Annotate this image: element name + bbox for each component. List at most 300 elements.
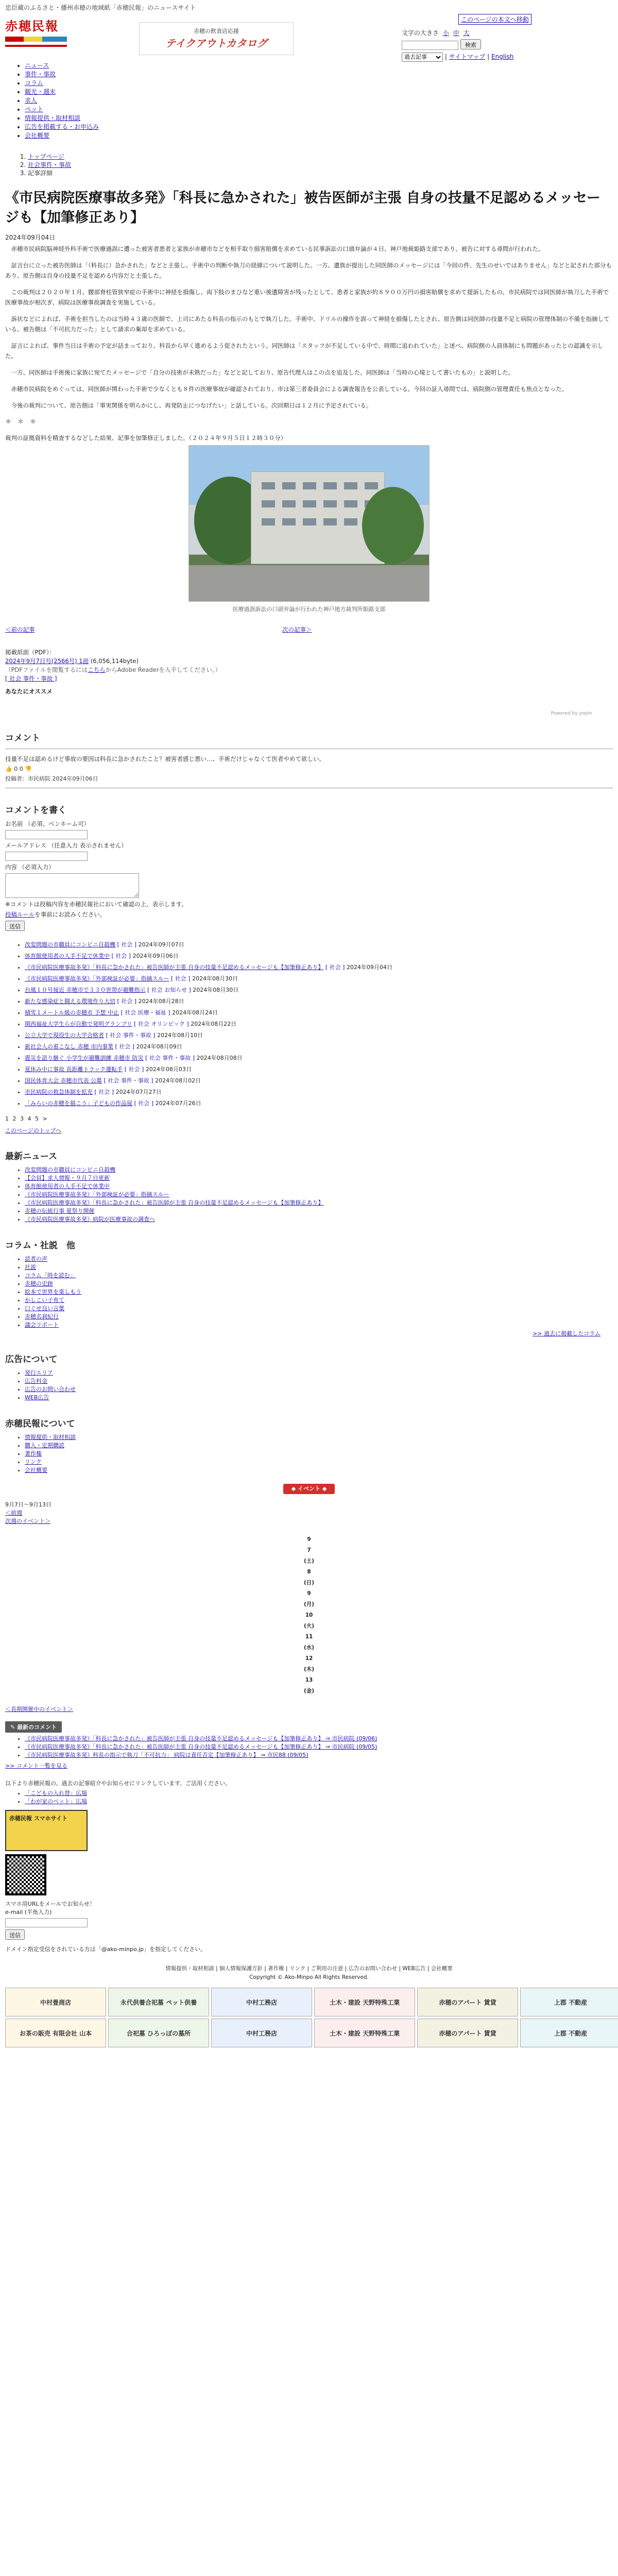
- mobile-site-label: 赤穂民報 スマホサイト: [9, 1815, 67, 1822]
- latest-news-item: [25, 1199, 613, 1207]
- latest-news-link[interactable]: 《市民病院医療事故多発》「科長に急かされた」被告医師が主張 自身の技量不足認めるメッセージも【加筆修正あり】: [25, 1199, 324, 1206]
- related-article-category-text: 社会: [175, 975, 186, 982]
- font-size-control: [402, 28, 536, 37]
- site-map-link[interactable]: サイトマップ: [449, 53, 486, 60]
- font-medium-button[interactable]: 中: [453, 29, 459, 37]
- name-label: お名前 （必須、ペンネーム可）: [5, 820, 90, 827]
- comment-votes: [5, 766, 613, 772]
- related-article-category-text: 社会 事件・事故: [149, 1055, 191, 1061]
- calendar-day[interactable]: 13: [305, 1677, 313, 1683]
- related-article-link[interactable]: 新たな感染症と闘える環境作り大切: [25, 998, 115, 1005]
- nav-item: [25, 88, 613, 96]
- ad-banner[interactable]: 赤穂のアパート 賃貸: [417, 2019, 518, 2047]
- related-article-date: 2024年08月09日: [136, 1043, 182, 1050]
- latest-news-link[interactable]: 体育館使用者の人手不足で休業中: [25, 1183, 110, 1190]
- related-article-link[interactable]: 改変問題の市職員にコンビニ自殺機: [25, 941, 115, 948]
- related-article-category-text: 社会: [115, 953, 127, 959]
- latest-news-link[interactable]: 《市民病院医療事故多発》病院が医療事故の調査へ: [25, 1216, 155, 1223]
- related-article-date: 2024年08月30日: [193, 987, 239, 993]
- calendar-day[interactable]: 8: [307, 1569, 311, 1575]
- form-note-2-text: を事前にお読みください。: [35, 911, 106, 918]
- latest-news-item: [25, 1215, 613, 1224]
- skip-to-content-link[interactable]: このページの本文へ移動: [458, 14, 531, 25]
- ads-about-link[interactable]: 広告料金: [25, 1378, 47, 1384]
- prev-week-link[interactable]: ＜前週: [5, 1510, 22, 1516]
- calendar-icon: ◆: [322, 1485, 327, 1492]
- mobile-email-field[interactable]: [5, 1918, 88, 1927]
- nav-item: [25, 105, 613, 114]
- about-heading: 赤穂民報について: [5, 1419, 75, 1429]
- article-pager: [5, 625, 613, 635]
- body-label: 内容 （必須入力）: [5, 863, 55, 871]
- related-article-link[interactable]: 「みらいの赤穂を描こう」子どもの作品展: [25, 1100, 132, 1107]
- event-banner-label: イベント: [298, 1485, 320, 1492]
- related-article-category-text: 社会: [121, 998, 133, 1005]
- column-link[interactable]: かしこい子育て: [25, 1297, 64, 1303]
- recent-comments-label-text: 最新のコメント: [17, 1724, 57, 1731]
- related-article-link[interactable]: 新社会人の着こなし 赤穂 市内事業: [25, 1043, 113, 1050]
- column-item: [25, 1288, 613, 1296]
- about-item: [25, 1433, 613, 1442]
- related-article-category-text: 社会: [98, 1089, 110, 1095]
- related-article-category[interactable]: [ 社会 ]: [132, 1100, 156, 1107]
- calendar-day[interactable]: 10: [305, 1612, 313, 1618]
- ads-about-link[interactable]: WEB広告: [25, 1394, 49, 1401]
- breadcrumb-category[interactable]: 社会事件・事故: [28, 161, 72, 168]
- ad-banner[interactable]: 土木・建設 天野特殊工業: [314, 2019, 415, 2047]
- mobile-submit-button[interactable]: 送信: [5, 1929, 25, 1940]
- ad-banner[interactable]: 中村工務店: [211, 1988, 312, 2016]
- comment-body: 技量不足は認めるけど事故の要因は科長に急かされたこと？被害者感じ悪い…、手術だけじゃなくて医者やめて欲しい。: [5, 755, 325, 762]
- mail-field[interactable]: [5, 852, 88, 861]
- related-article-category-text: 社会 事件・事故: [108, 1077, 149, 1084]
- column-list: [19, 1255, 613, 1329]
- vote-counts: 0 0: [14, 766, 23, 772]
- recent-comments-list: [19, 1735, 613, 1759]
- column-link[interactable]: 読者の声: [25, 1256, 47, 1262]
- column-item: [25, 1255, 613, 1263]
- about-list: [19, 1433, 613, 1475]
- related-article-item: [25, 985, 613, 996]
- nav-item: [25, 79, 613, 88]
- ad-banner[interactable]: 中村畳商店: [5, 1988, 106, 2016]
- column-link[interactable]: 社説: [25, 1264, 36, 1270]
- article-title: 《市民病院医療事故多発》「科長に急かされた」被告医師が主張 自身の技量不足認めるメッセージも【加筆修正あり】: [5, 190, 600, 226]
- feed-link[interactable]: 「わが家のペット」広場: [25, 1798, 87, 1805]
- related-article-item: [25, 1007, 613, 1019]
- related-article-link[interactable]: 震災を語り継ぐ 小学生が避難訓練 赤穂市 防災: [25, 1055, 144, 1061]
- related-articles: [19, 939, 613, 1109]
- latest-news-heading: 最新ニュース: [5, 1151, 58, 1162]
- latest-news-item: [25, 1207, 613, 1215]
- mobile-site-box[interactable]: [5, 1810, 88, 1851]
- article-paragraph: 今後の裁判について、原告側は「事実関係を明らかにし、再発防止につなげたい」と話している。次回期日は１２月に予定されている。: [11, 402, 372, 409]
- related-article-item: [25, 1098, 613, 1109]
- related-article-item: [25, 939, 613, 951]
- related-article-category[interactable]: [ 社会 ]: [115, 941, 139, 948]
- prev-article-link[interactable]: ＜前の記事: [5, 626, 35, 633]
- related-article-category-text: 社会 事件・事故: [110, 1032, 151, 1039]
- calendar-day[interactable]: 9: [307, 1590, 311, 1597]
- photo-tree-right: [362, 487, 424, 564]
- nav-item: [25, 123, 613, 131]
- takeout-banner[interactable]: [139, 22, 294, 55]
- recent-comment-item: [25, 1743, 613, 1751]
- form-note-2: [5, 910, 613, 919]
- category-link[interactable]: [ 社会 事件・事故 ]: [5, 675, 57, 682]
- mail-label: メールアドレス （任意入力 表示されません）: [5, 842, 127, 849]
- related-article-category[interactable]: [ 社会 ]: [169, 975, 193, 982]
- ad-row: [5, 1988, 618, 2016]
- related-article-category-text: 社会: [128, 1066, 140, 1073]
- pdf-info: [5, 648, 613, 683]
- search-input[interactable]: [402, 41, 458, 50]
- ads-about-item: [25, 1377, 613, 1385]
- article-date: 2024年09月04日: [5, 234, 56, 241]
- column-item: [25, 1296, 613, 1304]
- header: [5, 12, 613, 59]
- about-link[interactable]: 著作権: [25, 1450, 42, 1457]
- related-article-item: [25, 1041, 613, 1053]
- calendar-day[interactable]: (水): [303, 1645, 315, 1651]
- article-paragraph: 一方、同医師は手術後に家族に宛てたメッセージで「自分の技術が未熟だった」などと記しており、原告代理人はこの点を追及した。同医師は「当時の心境として書いたもの」と説明した。: [11, 369, 514, 376]
- related-article-category[interactable]: [ 社会 事件・事故 ]: [102, 1077, 156, 1084]
- nav-tips[interactable]: 情報提供・取材相談: [25, 114, 81, 122]
- form-note-1: ※コメントは投稿内容を赤穂民報社において確認の上、表示します。: [5, 901, 187, 908]
- calendar-day[interactable]: (土): [303, 1558, 315, 1564]
- latest-news-list: [19, 1166, 613, 1224]
- related-article-category-text: 社会: [138, 1100, 150, 1107]
- about-link[interactable]: 情報提供・取材相談: [25, 1434, 76, 1440]
- banner-big-text: テイクアウトカタログ: [165, 37, 267, 49]
- related-article-category[interactable]: [ 社会 医療・福祉 ]: [119, 1009, 173, 1016]
- font-small-button[interactable]: 小: [442, 29, 449, 37]
- related-article-link[interactable]: 国民体育大会 赤穂市代表 公募: [25, 1077, 102, 1084]
- latest-news-link[interactable]: 《市民病院医療事故多発》「外部検証が必要」指摘スルー: [25, 1191, 169, 1198]
- utility-box: [402, 16, 536, 62]
- about-link[interactable]: 会社概要: [25, 1467, 47, 1473]
- banner-small-text: 赤穂の飲食店応援: [194, 28, 239, 35]
- ads-about-item: [25, 1369, 613, 1377]
- nav-column[interactable]: コラム: [25, 79, 43, 87]
- about-link[interactable]: 購入・定期購読: [25, 1442, 64, 1449]
- pagination[interactable]: 1 2 3 4 5 >: [5, 1115, 48, 1122]
- nav-pets[interactable]: ペット: [25, 106, 44, 113]
- related-article-category-text: 社会: [329, 964, 341, 971]
- column-link[interactable]: 赤穂名刹紀行: [25, 1313, 59, 1320]
- column-item: [25, 1280, 613, 1288]
- latest-news-link[interactable]: 赤穂の伝統行事 夏祭り開催: [25, 1208, 95, 1214]
- column-link[interactable]: 絵本で世界を楽しもう: [25, 1289, 81, 1295]
- next-article-link[interactable]: 次の記事＞: [282, 626, 312, 633]
- ad-banner[interactable]: 中村工務店: [211, 2019, 312, 2047]
- article-paragraph: 赤穂市民病院脳神経外科手術で医療過誤に遭った被害者患者と家族が赤穂市などを相手取り損害賠償を求めている民事訴訟の口頭弁論が４日、神戸地裁姫路支部であり、被告に対する尋問が行われた。: [11, 245, 544, 252]
- related-article-category[interactable]: [ 社会 事件・事故 ]: [104, 1032, 158, 1039]
- calendar-day[interactable]: 12: [305, 1655, 313, 1662]
- comment-icon: ✎: [10, 1724, 15, 1731]
- past-columns-link[interactable]: >> 過去に掲載したコラム: [533, 1330, 600, 1337]
- related-article-item: [25, 951, 613, 962]
- search-button[interactable]: 検索: [460, 39, 481, 49]
- latest-news-item: [25, 1166, 613, 1174]
- article-category: [5, 674, 613, 683]
- long-term-events-link[interactable]: ＜長期開催中のイベント＞: [5, 1706, 73, 1713]
- ad-banner[interactable]: 上郡 不動産: [520, 1988, 618, 2016]
- related-article-category-text: 社会 お知らせ: [151, 987, 187, 993]
- related-article-item: [25, 1030, 613, 1041]
- related-article-category[interactable]: [ 社会 ]: [93, 1089, 116, 1095]
- pdf-note: [5, 666, 613, 674]
- pdf-note-after: からAdobe Readerを入手してください。）: [105, 666, 221, 673]
- related-article-category[interactable]: [ 社会 ]: [113, 1043, 136, 1050]
- related-article-link[interactable]: 夏休み中に事故 長距離トラック運転手: [25, 1066, 123, 1073]
- search-row: [402, 39, 536, 50]
- recent-comment-link[interactable]: 《市民病院医療事故多発》「科長に急かされた」被告医師が主張 自身の技量不足認めるメッセージも【加筆修正あり】 ⇒ 市民病院 (09/06): [25, 1735, 377, 1742]
- about-item: [25, 1450, 613, 1458]
- site-logo[interactable]: [5, 16, 67, 47]
- related-article-item: [25, 1087, 613, 1098]
- ad-grid: [5, 1988, 618, 2047]
- ad-banner[interactable]: 合祀墓 ひろっぽの墓所: [108, 2019, 209, 2047]
- related-article-category[interactable]: [ 社会 ]: [110, 953, 133, 959]
- qr-code: [5, 1854, 46, 1895]
- related-article-item: [25, 1019, 613, 1030]
- nav-incidents[interactable]: 事件・事故: [25, 71, 56, 78]
- column-item: [25, 1263, 613, 1272]
- ad-banner[interactable]: 土木・建設 天野特殊工業: [314, 1988, 415, 2016]
- comment-heading: コメント: [5, 733, 40, 743]
- recent-comment-item: [25, 1735, 613, 1743]
- latest-news-item: [25, 1182, 613, 1191]
- related-article-link[interactable]: 公立大学で現役生の大学合格者: [25, 1032, 104, 1039]
- ad-banner[interactable]: 赤穂のアパート 賃貸: [417, 1988, 518, 2016]
- breadcrumb-current: 記事詳細: [28, 170, 53, 177]
- column-item: [25, 1304, 613, 1313]
- column-item: [25, 1272, 613, 1280]
- event-calendar-banner[interactable]: [283, 1484, 335, 1494]
- related-article-date: 2024年08月30日: [192, 975, 238, 982]
- related-article-item: [25, 973, 613, 985]
- recent-comment-link[interactable]: 《市民病院医療事故多発》科長の指示で執刀「不可抗力」 病院は責任否定【加筆修正あり】 ⇒ 市民88 (09/05): [25, 1752, 308, 1758]
- related-article-category-text: 社会 オリンピック: [138, 1021, 185, 1027]
- ads-about-link[interactable]: 広告のお問い合わせ: [25, 1386, 76, 1393]
- powered-by: Powered by popIn: [551, 711, 592, 716]
- nav-tourism[interactable]: 観光・週末: [25, 88, 56, 95]
- related-article-link[interactable]: 台風１０号接近 赤穂市で３３０世帯が避難指示: [25, 987, 146, 993]
- pdf-link[interactable]: 2024年9月7日号(2566号) 1面: [5, 657, 89, 665]
- about-item: [25, 1466, 613, 1475]
- related-article-date: 2024年08月22日: [191, 1021, 237, 1027]
- nav-item: [25, 70, 613, 79]
- archive-row: 過去記事 | サイトマップ | English: [402, 52, 536, 62]
- name-field[interactable]: [5, 830, 88, 839]
- ads-about-heading: 広告について: [5, 1354, 58, 1365]
- article-photo: [188, 445, 430, 602]
- article-paragraph: この裁判は２０２０年１月、腰部脊柱管狭窄症の手術中に神経を損傷し、両下肢のまひなど重い後遺障害が残ったとして、患者と家族が約８９００万円の損害賠償を求めて提訴したもの。市民病院では同医師が執刀した手術で医療事故が相次ぎ、病院は医療事故調査を実施している。: [5, 289, 609, 306]
- related-article-link[interactable]: 《市民病院医療事故多発》「外部検証が必要」指摘スルー: [25, 975, 169, 982]
- related-article-category-text: 社会 医療・福祉: [125, 1009, 166, 1016]
- related-article-category[interactable]: [ 社会 ]: [115, 998, 139, 1005]
- related-article-date: 2024年08月28日: [138, 998, 184, 1005]
- calendar-day[interactable]: (火): [303, 1623, 315, 1629]
- email-label: e-mail (半角入力): [5, 1909, 52, 1916]
- related-article-link[interactable]: 市民病院の救急体制を拡充: [25, 1089, 93, 1095]
- adobe-link[interactable]: こちら: [88, 666, 106, 673]
- pdf-size: (6,056,114byte): [90, 657, 139, 665]
- related-article-link[interactable]: 体育館使用者の人手不足で休業中: [25, 953, 110, 959]
- ad-banner[interactable]: 永代供養合祀墓 ペット供養: [108, 1988, 209, 2016]
- nav-jobs[interactable]: 求人: [25, 97, 38, 104]
- pdf-note-before: （PDFファイルを閲覧するには: [5, 666, 88, 673]
- related-article-category[interactable]: [ 社会 事件・事故 ]: [143, 1055, 197, 1061]
- related-article-date: 2024年08月24日: [172, 1009, 218, 1016]
- latest-news-item: [25, 1191, 613, 1199]
- related-article-date: 2024年08月10日: [157, 1032, 203, 1039]
- about-item: [25, 1442, 613, 1450]
- breadcrumb-top[interactable]: トップページ: [28, 153, 64, 160]
- article-paragraph: 訴状などによれば、手術を担当したのは当時４３歳の医師で、上司にあたる科長の指示のもとで執刀した。手術中、ドリルの操作を誤って神経を損傷したとされ、原告側は同医師の技量不足と病院の管理体制の不備を指摘している。被告側は「不可抗力だった」として請求の棄却を求めている。: [5, 315, 610, 333]
- main-nav: [19, 61, 613, 140]
- nav-news[interactable]: ニュース: [25, 62, 49, 69]
- ad-banner[interactable]: 上郡 不動産: [520, 2019, 618, 2047]
- ads-about-item: [25, 1394, 613, 1402]
- ads-about-link[interactable]: 発行エリア: [25, 1369, 53, 1376]
- nav-item: [25, 131, 613, 140]
- article-paragraph: 証言台に立った被告医師は「（科長に）急かされた」などと主張し、手術中の判断や執刀の経緯について説明した。一方、遺族が提出した同医師のメッセージには「今回の件、先生のせいではありません」などと記された部分もあり、原告側は自身の技量不足を認める内容だと主張した。: [5, 262, 612, 279]
- font-large-button[interactable]: 大: [463, 29, 470, 37]
- calendar-day[interactable]: (木): [303, 1666, 315, 1672]
- about-item: [25, 1458, 613, 1466]
- related-article-item: [25, 996, 613, 1007]
- ads-about-list: [19, 1369, 613, 1402]
- photo-road: [189, 565, 429, 601]
- pdf-label: 掲載紙面（PDF）：: [5, 649, 56, 656]
- comment-list-link[interactable]: >> コメント一覧を見る: [5, 1762, 67, 1769]
- site-tagline: 忠臣蔵のふるさと・播州赤穂の地域紙「赤穂民報」のニュースサイト: [5, 4, 196, 11]
- recent-comments-label: [5, 1721, 62, 1733]
- copyright: Copyright © Ako-Minpo All Rights Reserved.: [249, 1974, 369, 1980]
- comment-submit-button[interactable]: 送信: [5, 921, 25, 931]
- nav-item: [25, 61, 613, 70]
- logo-text: 赤穂民報: [5, 19, 59, 33]
- section-separator: ＊＊＊: [5, 418, 43, 425]
- column-heading: コラム・社説 他: [5, 1241, 75, 1251]
- related-article-date: 2024年08月03日: [145, 1066, 192, 1073]
- pdf-line: [5, 657, 613, 666]
- latest-news-item: [25, 1174, 613, 1182]
- footer-links[interactable]: 情報提供・取材相談 | 個人情報保護方針 | 著作権 | リンク | ご利用の注意 | 広告のお問い合わせ | WEB広告 | 会社概要: [165, 1965, 453, 1972]
- page-top-link[interactable]: このページのトップへ: [5, 1127, 62, 1134]
- event-days: [299, 1534, 319, 1697]
- archive-select[interactable]: [402, 53, 443, 62]
- photo-caption: 医療過誤訴訟の口頭弁論が行われた神戸地方裁判所姫路支部: [232, 606, 386, 613]
- event-nav: [5, 1509, 613, 1525]
- feed-item: [25, 1789, 613, 1798]
- recent-comment-item: [25, 1751, 613, 1759]
- nav-item: [25, 114, 613, 123]
- related-article-item: [25, 1075, 613, 1087]
- next-week-link[interactable]: 次週のイベント＞: [5, 1518, 50, 1524]
- article-paragraph: 証言によれば、事件当日は手術の予定が詰まっており、科長から早く進めるよう促されたという。同医師は「スタッフが不足している中で、時間に追われていた」と述べ、病院側の人員体制にも問題があったとの認識を示した。: [5, 342, 604, 360]
- column-link[interactable]: コラム「時を読む」: [25, 1272, 76, 1279]
- breadcrumb: [21, 152, 613, 177]
- posting-rules-link[interactable]: 投稿ルール: [5, 911, 35, 918]
- font-size-label: 文字の大きさ: [402, 29, 439, 37]
- column-item: [25, 1321, 613, 1329]
- related-article-category[interactable]: [ 社会 オリンピック ]: [132, 1021, 191, 1027]
- event-range: 9月7日〜9月13日: [5, 1501, 52, 1508]
- column-item: [25, 1313, 613, 1321]
- related-article-date: 2024年07月27日: [115, 1089, 162, 1095]
- comment-textarea[interactable]: [5, 873, 139, 898]
- related-article-item: [25, 962, 613, 973]
- calendar-icon: ◆: [291, 1485, 296, 1492]
- ad-row: [5, 2019, 618, 2047]
- related-article-category[interactable]: [ 社会 ]: [323, 964, 347, 971]
- recommend-heading: あなたにオススメ: [5, 688, 53, 695]
- related-article-link[interactable]: 《市民病院医療事故多発》「科長に急かされた」被告医師が主張 自身の技量不足認めるメッセージも【加筆修正あり】: [25, 964, 324, 971]
- column-link[interactable]: 赤穂の史跡: [25, 1280, 53, 1287]
- column-link[interactable]: 口ぐせ良い言葉: [25, 1305, 64, 1312]
- related-article-date: 2024年09月07日: [138, 941, 184, 948]
- logo-stripe: [5, 37, 67, 42]
- related-article-date: 2024年08月02日: [155, 1077, 201, 1084]
- thumbs-up-icon[interactable]: 👍: [5, 766, 12, 772]
- related-article-date: 2024年07月26日: [155, 1100, 201, 1107]
- thumbs-down-icon[interactable]: 👎: [25, 766, 32, 772]
- nav-company[interactable]: 会社概要: [25, 132, 50, 139]
- related-article-link[interactable]: 積雪１メートル級の赤穂市 予想 中止: [25, 1009, 119, 1016]
- related-article-category[interactable]: [ 社会 お知らせ ]: [145, 987, 193, 993]
- article-paragraph: 赤穂市民病院をめぐっては、同医師が関わった手術で少なくとも８件の医療事故が確認されており、市は第三者委員会による調査報告を公表している。今回の証人尋問では、病院側の管理責任も焦点となった。: [11, 385, 568, 393]
- latest-news-link[interactable]: 【会員】求人情報・９月７日更新: [25, 1175, 110, 1181]
- about-link[interactable]: リンク: [25, 1459, 42, 1465]
- related-article-category-text: 社会: [121, 941, 133, 948]
- related-article-date: 2024年09月04日: [346, 964, 392, 971]
- calendar-day[interactable]: (月): [303, 1601, 315, 1607]
- ads-about-item: [25, 1385, 613, 1394]
- ad-banner[interactable]: お茶の販売 有限会社 山本: [5, 2019, 106, 2047]
- feeds-list: [19, 1789, 613, 1806]
- nav-item: [25, 96, 613, 105]
- comment-form-heading: コメントを書く: [5, 805, 66, 816]
- related-article-category[interactable]: [ 社会 ]: [123, 1066, 146, 1073]
- calendar-day[interactable]: (日): [303, 1580, 315, 1586]
- calendar-day[interactable]: (金): [303, 1688, 315, 1694]
- feeds-note: 以下より赤穂民報の、過去の記事紹介やお知らせにリンクしています。ご活用ください。: [5, 1780, 231, 1787]
- related-article-item: [25, 1064, 613, 1075]
- english-link[interactable]: English: [491, 53, 514, 60]
- calendar-day[interactable]: 9: [307, 1536, 311, 1543]
- correction-note: 裁判の証拠資料を精査するなどした結果、記事を加筆修正しました。（２０２４年９月５日１２時３０分）: [5, 434, 287, 442]
- calendar-day[interactable]: 7: [307, 1547, 311, 1553]
- nav-advertise[interactable]: 広告を掲載する・お申込み: [25, 123, 99, 130]
- related-article-link[interactable]: 関西福祉大学生らが自動で発明グランプリ: [25, 1021, 132, 1027]
- related-article-category-text: 社会: [119, 1043, 131, 1050]
- feed-link[interactable]: 「こどもの入れ替」広場: [25, 1790, 87, 1797]
- domain-notice: ドメイン指定受信をされている方は「@ako-minpo.jp」を指定してください。: [5, 1946, 207, 1953]
- latest-news-link[interactable]: 改変問題の市職員にコンビニ自殺機: [25, 1166, 115, 1173]
- related-article-date: 2024年08月08日: [196, 1055, 243, 1061]
- related-article-date: 2024年09月06日: [132, 953, 179, 959]
- mobile-note: スマホ用URLをメールでお知らせ！: [5, 1901, 96, 1907]
- comment-author: 投稿者：市民病院 2024年09月06日: [5, 775, 98, 782]
- calendar-day[interactable]: 11: [305, 1634, 313, 1640]
- related-article-item: [25, 1053, 613, 1064]
- feed-item: [25, 1798, 613, 1806]
- column-link[interactable]: 議会リポート: [25, 1321, 59, 1328]
- recent-comment-link[interactable]: 《市民病院医療事故多発》「科長に急かされた」被告医師が主張 自身の技量不足認めるメッセージも【加筆修正あり】 ⇒ 市民病院 (09/05): [25, 1743, 377, 1750]
